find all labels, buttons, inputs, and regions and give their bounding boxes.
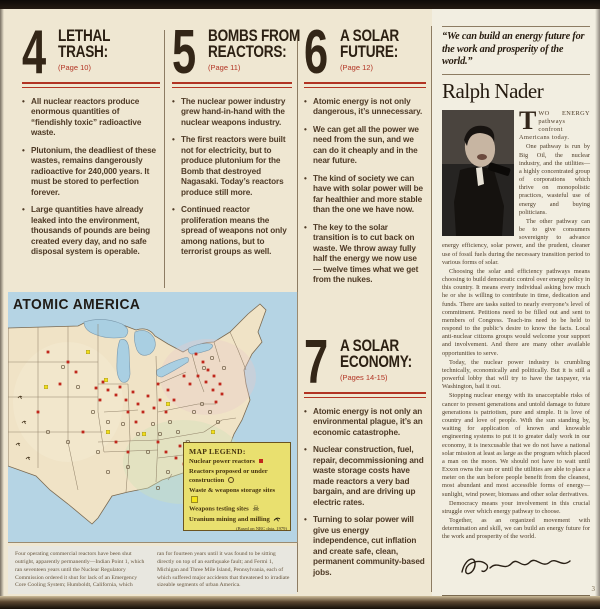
divider-col1-col2 xyxy=(164,30,165,288)
nader-panel xyxy=(432,9,600,596)
nader-photo xyxy=(442,110,514,236)
legend-item-mining: Uranium mining and milling xyxy=(189,516,285,525)
bullet: • The first reactors were built not for electricity, but to produce plutonium for the Bomb that destroyed Nagasaki. Today’s reactors produce still more. xyxy=(172,135,292,198)
section-7-bullets xyxy=(304,407,426,579)
nader-signature xyxy=(442,550,590,585)
section-7-page-ref: (Pages 14-15) xyxy=(340,373,388,383)
section-5-page-ref: (Page 11) xyxy=(208,63,241,73)
pick-icon xyxy=(273,516,281,522)
section-6-a-solar-future xyxy=(304,18,426,293)
section-7-title-line2: ECONOMY: xyxy=(340,352,412,372)
page-right-edge xyxy=(595,0,600,609)
section-5-numeral: 5 xyxy=(172,18,195,87)
section-4-header xyxy=(22,18,160,87)
bullet: • Plutonium, the deadliest of these wastes, remains dangerously radioactive for 240,000 years. It must be stored to perfection forever. xyxy=(22,146,160,199)
bullet: • Nuclear construction, fuel, repair, decommissioning and waste storage costs have made reactors a very bad bargain, and are driving up electric rates. xyxy=(304,445,426,508)
section-7-header xyxy=(304,328,426,397)
section-4-bullets xyxy=(22,97,160,258)
article-paragraph-4: Choosing the solar and efficiency pathways means choosing to build democratic control over energy policy in this country. It means every individual asking how much he or she is willing to contribute in time, dedication and funds. There are tasks suited to nearly everyone’s level of commitment. Petitions need to be filled out and sent to members of Congress. Teach-ins need to be held to respond to the public’s desire to know the facts. Local anti-nuclear citizens groups would welcome your support and involvement. And there are many other available opportunities to serve. xyxy=(442,267,590,357)
section-7-numeral: 7 xyxy=(304,328,327,397)
legend-item-storage: Waste & weapons storage sites xyxy=(189,487,285,505)
dropcap-T: T xyxy=(519,105,537,135)
map-caption xyxy=(8,546,297,594)
page-number: 3 xyxy=(591,585,595,593)
open-circle-icon xyxy=(228,477,234,483)
bullet: • Atomic energy is not only dangerous, it’s unnecessary. xyxy=(304,97,426,118)
legend-item-reactors: Nuclear power reactors xyxy=(189,458,285,467)
section-6-title-line2: FUTURE: xyxy=(340,42,398,62)
article-paragraph-7: Democracy means your involvement in this crucial struggle over which energy pathway to choose. xyxy=(442,499,590,515)
atomic-america-map xyxy=(8,292,298,543)
bullet: • Continued reactor proliferation means the spread of weapons not only among nations, but to terrorist groups as well. xyxy=(172,205,292,258)
article-paragraph-5: Today, the nuclear power industry is crumbling technically, economically and politically. But it is still a powerful lobby that will try to have the taxpayer, via Washington, bail it out. xyxy=(442,358,590,391)
section-4-numeral: 4 xyxy=(22,18,45,87)
page-left-edge xyxy=(0,0,4,609)
nader-article xyxy=(442,105,590,542)
nader-heading: Ralph Nader xyxy=(442,78,544,103)
section-6-header xyxy=(304,18,426,87)
map-title: ATOMIC AMERICA xyxy=(13,296,141,313)
section-4-title-line1: LETHAL xyxy=(58,26,111,45)
map-legend-title: MAP LEGEND: xyxy=(189,447,246,456)
bullet: • The kind of society we can have with solar power will be far healthier and more stable than the one we have now. xyxy=(304,174,426,216)
map-source-note: (Based on NRC data, 1979) xyxy=(236,526,287,531)
red-square-icon xyxy=(259,459,263,463)
section-4-lethal-trash xyxy=(22,18,160,265)
skull-icon: ☠ xyxy=(252,504,260,514)
bullet: • All nuclear reactors produce enormous quantities of “fiendishly toxic” radioactive waste. xyxy=(22,97,160,139)
bullet: • The key to the solar transition is to cut back on waste. We throw away fully half the energy we now use — twelve times what we get from the nukes. xyxy=(304,223,426,286)
yellow-square-icon xyxy=(191,496,198,503)
section-5-title-line1: BOMBS FROM xyxy=(208,26,301,45)
bullet: • The nuclear power industry grew hand-in-hand with the nuclear weapons industry. xyxy=(172,97,292,129)
article-paragraph-2: One pathway is run by Big Oil, the nuclear industry, and the utilities—a highly concentrated group of corporations which thrive on monopolistic practices, wasteful use of energy and buying politicians. xyxy=(519,143,590,216)
legend-item-proposed: Reactors proposed or under construction xyxy=(189,467,268,484)
map-legend xyxy=(183,442,291,531)
bullet: • We can get all the power we need from the sun, and we can do it cheaply and in the near future. xyxy=(304,125,426,167)
bullet: • Turning to solar power will give us energy independence, cut inflation and create safe, clean, permanent community-based jobs. xyxy=(304,515,426,578)
section-5-bullets xyxy=(172,97,292,258)
bullet: • Large quantities have already leaked into the environment, thousands of pounds are being created every day, and no safe disposal system is operable. xyxy=(22,205,160,258)
map-caption-col2: ran for fourteen years until it was found to be sitting directly on top of an earthquake fault; and Fermi 1, Michigan and Three Mile Island, Pennsylvania, each of which suffered major accidents that threatened to irradiate sizeable segments of urban America. xyxy=(157,551,290,589)
section-6-bullets xyxy=(304,97,426,286)
article-paragraph-8: Together, as an organized movement with determination and skill, we can build an energy future for the work and prosperity of the world. xyxy=(442,517,590,541)
section-6-numeral: 6 xyxy=(304,18,327,87)
section-6-title-line1: A SOLAR xyxy=(340,26,400,45)
section-4-title-line2: TRASH: xyxy=(58,42,108,62)
article-paragraph-1: TWO ENERGY pathways confront Americans today. xyxy=(519,105,590,142)
nader-quote: “We can build an energy future for the work and prosperity of the world.” xyxy=(442,26,590,75)
legend-item-testing: Weapons testing sites ☠ xyxy=(189,504,260,514)
page-bottom-edge xyxy=(0,596,600,609)
section-7-a-solar-economy xyxy=(304,328,426,585)
section-4-page-ref: (Page 10) xyxy=(58,63,91,73)
bullet: • Atomic energy is not only an environmental plague, it’s an economic catastrophe. xyxy=(304,407,426,439)
section-5-header xyxy=(172,18,301,87)
section-6-page-ref: (Page 12) xyxy=(340,63,373,73)
section-5-title-line2: REACTORS: xyxy=(208,42,287,62)
article-paragraph-6: Stopping nuclear energy with its unacceptable risks of cancer to present generations and untold damage to future generations is patriotism, pure and simple. It is love of country and love of people. With the sun standing by, waiting for application of known and knowable engineering systems to put it to greater daily work in our economy, it is inexcusable that we do not have a national solar mission at least as large as the program which placed a man on the moon. We should not have to wait until Exxon owns the sun or until the utilities are able to place a meter on the sun before people benefit from the cleanest, most abundant and most accessible forms of energy—sunlight, wind power, biomass and other solar derivatives. xyxy=(442,392,590,498)
section-7-title-line1: A SOLAR xyxy=(340,336,400,355)
article-paragraph-3: The other pathway can be to give consumers sovereignty to advance energy efficiency, solar power, and the prudent, cleaner use of fossil fuels during the necessary transition period to various forms of solar. xyxy=(442,217,590,266)
page-top-edge xyxy=(0,0,600,9)
map-caption-col1: Four operating commercial reactors have been shut outright, apparently permanently—Indian Point 1, which ran seventeen years until the Nuclear Regulatory Commission ordered it shut for lack of an Emergency Core Cooling System; Humboldt, California, which xyxy=(15,551,145,589)
section-5-bombs-from-reactors xyxy=(172,18,301,265)
